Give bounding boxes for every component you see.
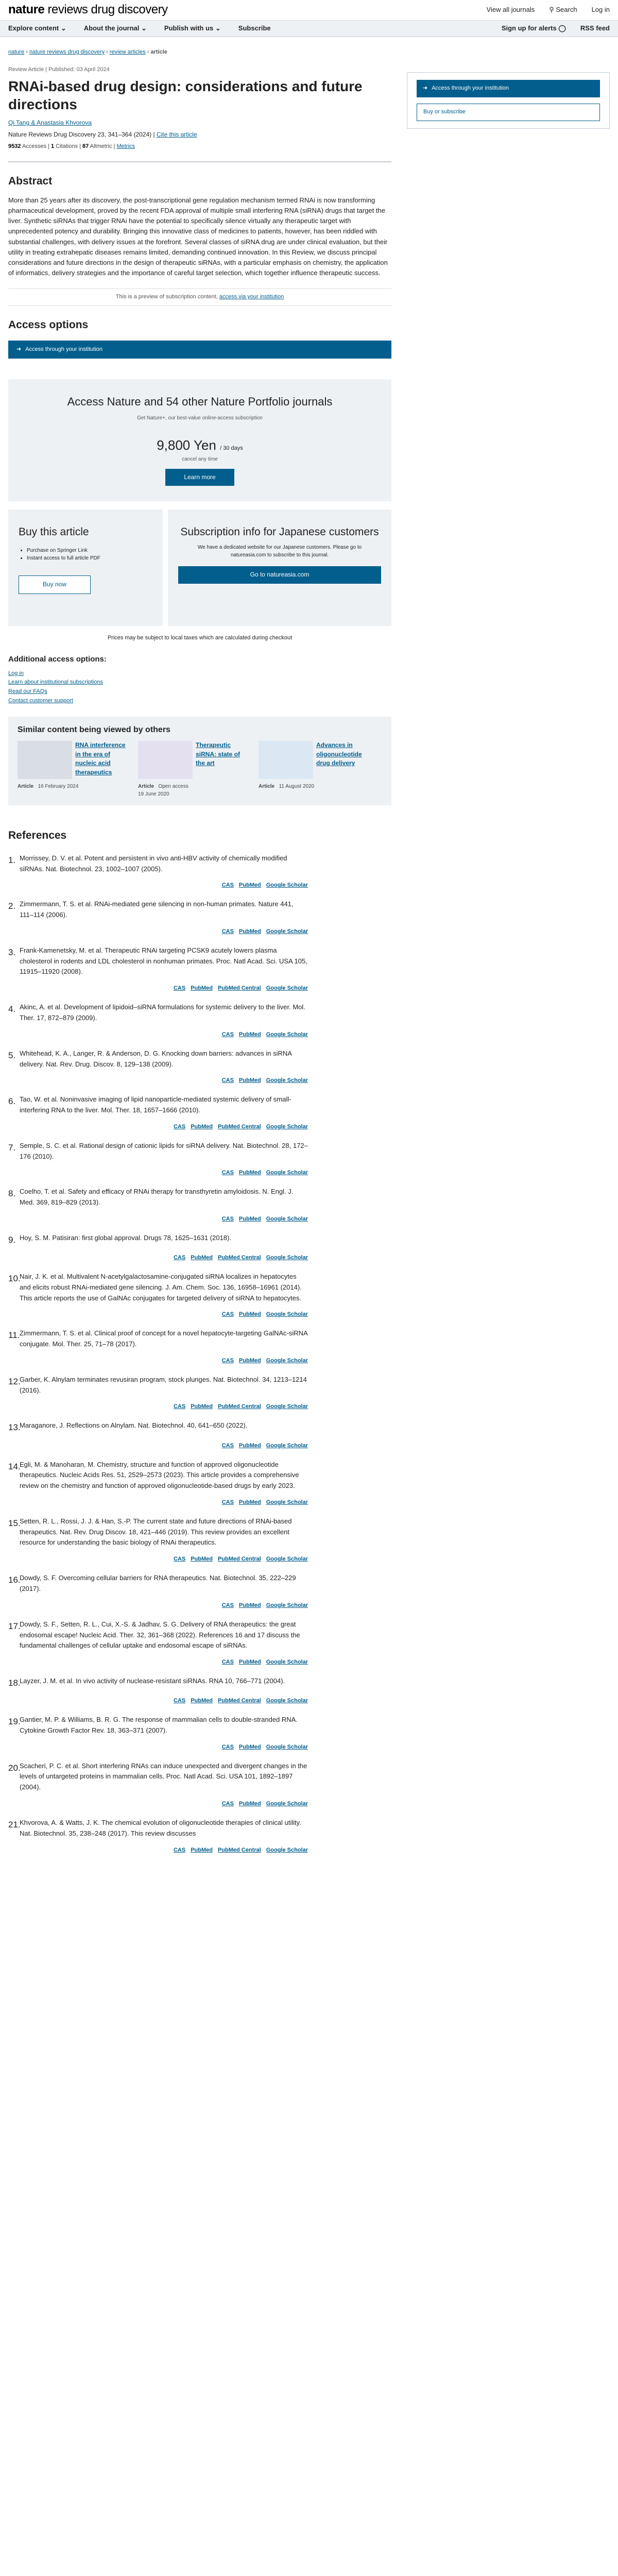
reference-item [8, 1375, 391, 1412]
bell-icon: ◯ [558, 24, 566, 32]
scholar-link[interactable]: Google Scholar [266, 1255, 308, 1261]
cas-link[interactable]: CAS [221, 1442, 234, 1449]
cas-link[interactable]: CAS [221, 1031, 234, 1038]
reference-item [8, 1516, 391, 1564]
reference-text: Hoy, S. M. Patisiran: first global approval. Drugs 78, 1625–1631 (2018). [20, 1233, 231, 1242]
reference-number: 6. [8, 1096, 16, 1107]
cas-link[interactable]: CAS [221, 1801, 234, 1807]
references-section [8, 828, 391, 1854]
reference-item [8, 1002, 391, 1039]
rss-link[interactable]: RSS feed [580, 24, 610, 32]
cas-link[interactable]: CAS [221, 1357, 234, 1364]
scholar-link[interactable]: Google Scholar [266, 1743, 308, 1750]
reference-text: Egli, M. & Manoharan, M. Chemistry, structure and function of approved oligonucleotide therapeutics. Nucleic Acids Res. 51, 2529–2573 (2023). This article provides a comprehensive review on the chemistry and function of approved oligonucleotide-based drugs by early 2023. [20, 1460, 299, 1490]
cas-link[interactable]: CAS [173, 1846, 186, 1853]
abstract-text: More than 25 years after its discovery, the post-transcriptional gene regulation mechanism termed RNAi is now transforming pharmaceutical development, proved by the recent FDA approval of multiple small interfering RNA (siRNA) drugs that target the liver. Synthetic siRNAs that trigger RNAi have the potential to specifically silence virtually any therapeutic target with unprecedented potency and durability. Bringing this innovative class of medicines to patients, however, has been riddled with substantial challenges, with delivery issues at the forefront. Several classes of siRNA drug are under clinical evaluation, but their utility in treating extrahepatic diseases remains limited, demanding continued innovation. In this Review, we discuss principal considerations and future directions in the design of therapeutic siRNAs, with a particular emphasis on chemistry, the application of informatics, delivery strategies and the importance of careful target selection, which together influence therapeutic success. [8, 196, 388, 277]
cas-link[interactable]: CAS [173, 985, 186, 992]
pubmed-link[interactable]: PubMed [191, 985, 213, 992]
customer-support-link[interactable]: Contact customer support [8, 697, 73, 704]
reference-number: 9. [8, 1234, 16, 1245]
reference-number: 17. [8, 1621, 21, 1631]
view-all-journals-link[interactable]: View all journals [486, 6, 535, 14]
additional-access-heading: Additional access options: [8, 655, 107, 664]
similar-card[interactable]: Advances in oligonucleotide drug delivery Article 11 August 2020 [259, 741, 362, 790]
pubmed-link[interactable]: PubMed [238, 1659, 261, 1666]
pubmed-link[interactable]: PubMed [191, 1556, 213, 1563]
pubmed-link[interactable]: PubMed [238, 1801, 261, 1807]
reference-text: Khvorova, A. & Watts, J. K. The chemical evolution of oligonucleotide therapies of clinical utility. Nat. Biotechnol. 35, 238–248 (2017). This review discusses [20, 1819, 301, 1837]
institution-access-link[interactable]: access via your institution [219, 294, 284, 300]
similar-content: Similar content being viewed by others RNA interference in the era of nucleic acid therapeutics Article 16 February 2024 Therapeutic siRNA: state of the art Article Open access 19 June 2020 Advances in oligonucleotide drug delivery Article 11 August 2020 [8, 717, 391, 805]
buy-article-card: Buy this article • Purchase on Springer Link • Instant access to full article PDF Buy now [8, 510, 163, 626]
authors[interactable]: Qi Tang & Anastasia Khvorova [8, 118, 92, 126]
reference-number: 2. [8, 901, 16, 911]
alerts-link[interactable]: Sign up for alerts ◯ [501, 24, 566, 32]
cas-link[interactable]: CAS [221, 1499, 234, 1505]
reference-item [8, 1094, 391, 1131]
pmc-link[interactable]: PubMed Central [217, 1255, 261, 1261]
top-bar [0, 0, 618, 21]
reference-number: 4. [8, 1004, 16, 1014]
reference-text: Tao, W. et al. Noninvasive imaging of lipid nanoparticle-mediated systemic delivery of small-interfering RNA to the liver. Mol. Ther. 18, 1657–1666 (2010). [20, 1095, 291, 1114]
reference-item [8, 1818, 391, 1855]
scholar-link[interactable]: Google Scholar [266, 1031, 308, 1038]
pubmed-link[interactable]: PubMed [191, 1698, 213, 1704]
reference-number: 20. [8, 1762, 21, 1773]
sidebar-access-box [407, 72, 610, 129]
cas-link[interactable]: CAS [221, 1077, 234, 1084]
scholar-link[interactable]: Google Scholar [266, 1846, 308, 1853]
reference-item [8, 1761, 391, 1808]
cas-link[interactable]: CAS [221, 1659, 234, 1666]
breadcrumb-item[interactable]: review articles [109, 49, 146, 55]
pubmed-link[interactable]: PubMed [191, 1846, 213, 1853]
sidebar-buy-button[interactable]: Buy or subscribe [417, 104, 600, 121]
metrics-link[interactable]: Metrics [116, 143, 135, 149]
abstract-heading: Abstract [8, 175, 53, 187]
cas-link[interactable]: CAS [173, 1255, 186, 1261]
scholar-link[interactable]: Google Scholar [266, 1170, 308, 1176]
reference-item [8, 1715, 391, 1752]
learn-more-button[interactable]: Learn more [165, 469, 234, 486]
cas-link[interactable]: CAS [221, 1311, 234, 1318]
chevron-down-icon: ⌄ [215, 24, 221, 32]
pubmed-link[interactable]: PubMed [191, 1123, 213, 1130]
cas-link[interactable]: CAS [173, 1403, 186, 1410]
article-meta: Review Article | Published: 03 April 2024 [8, 66, 110, 73]
pubmed-link[interactable]: PubMed [238, 1077, 261, 1084]
article-thumbnail [18, 741, 72, 779]
natureasia-button[interactable]: Go to natureasia.com [178, 566, 381, 583]
cas-link[interactable]: CAS [173, 1556, 186, 1563]
breadcrumb-item[interactable]: nature [8, 49, 25, 55]
scholar-link[interactable]: Google Scholar [266, 1403, 308, 1410]
references-heading: References [8, 829, 67, 842]
reference-text: Dowdy, S. F. Overcoming cellular barriers for RNA therapeutics. Nat. Biotechnol. 35, 222–229 (2017). [20, 1574, 296, 1592]
nav-subscribe[interactable]: Subscribe [238, 24, 271, 32]
pubmed-link[interactable]: PubMed [238, 1499, 261, 1505]
breadcrumb-current: article [150, 49, 167, 55]
reference-text: Gantier, M. P. & Williams, B. R. G. The response of mammalian cells to double-stranded RNA. Cytokine Growth Factor Rev. 18, 363–371 (2007). [20, 1716, 298, 1734]
tax-note: Prices may be subject to local taxes which are calculated during checkout [107, 635, 293, 641]
journal-line: Nature Reviews Drug Discovery 23, 341–364 (2024) | Cite this article [8, 131, 197, 139]
scholar-link[interactable]: Google Scholar [266, 882, 308, 889]
main-nav [0, 21, 618, 37]
scholar-link[interactable]: Google Scholar [266, 1442, 308, 1449]
reference-item [8, 1187, 391, 1224]
pubmed-link[interactable]: PubMed [191, 1403, 213, 1410]
reference-number: 18. [8, 1678, 21, 1688]
pubmed-link[interactable]: PubMed [238, 928, 261, 935]
reference-text: Setten, R. L., Rossi, J. J. & Han, S.-P. The current state and future directions of RNAi-based therapeutics. Nat. Rev. Drug Discov. 18, 421–446 (2019). This review provides an excellent resource for understanding the basic biology of RNAi therapeutics. [20, 1517, 292, 1547]
reference-number: 8. [8, 1189, 16, 1199]
login-icon: ➜ [16, 346, 22, 352]
reference-item [8, 1328, 391, 1365]
reference-text: Frank-Kamenetsky, M. et al. Therapeutic RNAi targeting PCSK9 acutely lowers plasma cholesterol in rodents and LDL cholesterol in nonhuman primates. Proc. Natl Acad. Sci. USA 105, 11915–11920 (2008). [20, 946, 307, 976]
chevron-down-icon: ⌄ [141, 24, 147, 32]
reference-text: Morrissey, D. V. et al. Potent and persistent in vivo anti-HBV activity of chemically modified siRNAs. Nat. Biotechnol. 23, 1002–1007 (2005). [20, 854, 287, 873]
access-institution-button[interactable]: ➜ Access through your institution [8, 341, 391, 359]
access-heading: Access options [8, 319, 89, 331]
reference-number: 10. [8, 1274, 21, 1283]
scholar-link[interactable]: Google Scholar [266, 1077, 308, 1084]
scholar-link[interactable]: Google Scholar [266, 1357, 308, 1364]
reference-item [8, 1676, 391, 1705]
reference-item [8, 853, 391, 890]
article-thumbnail [259, 741, 313, 779]
nav-about[interactable]: About the journal ⌄ [83, 24, 147, 32]
pubmed-link[interactable]: PubMed [238, 1215, 261, 1222]
reference-text: Nair, J. K. et al. Multivalent N-acetylgalactosamine-conjugated siRNA localizes in hepatocytes and elicits robust RNAi-mediated gene silencing. J. Am. Chem. Soc. 136, 16958–16961 (2014). This article reports the use of GalNAc conjugates for targeted delivery of siRNA to hepatocytes. [20, 1273, 302, 1302]
reference-number: 12. [8, 1376, 21, 1386]
reference-number: 15. [8, 1518, 21, 1528]
price: 9,800 Yen / 30 days [157, 437, 243, 453]
login-link[interactable]: Log in [591, 6, 610, 14]
scholar-link[interactable]: Google Scholar [266, 1123, 308, 1130]
sidebar-access-button[interactable]: ➜ Access through your institution [417, 80, 600, 97]
scholar-link[interactable]: Google Scholar [266, 1801, 308, 1807]
cas-link[interactable]: CAS [173, 1698, 186, 1704]
article-metrics: 9532 Accesses | 1 Citations | 87 Altmetric | Metrics [8, 143, 135, 149]
pmc-link[interactable]: PubMed Central [217, 1698, 261, 1704]
additional-login-link[interactable]: Log in [8, 670, 24, 676]
scholar-link[interactable]: Google Scholar [266, 1602, 308, 1608]
article-thumbnail [138, 741, 193, 779]
reference-item [8, 1141, 391, 1178]
pubmed-link[interactable]: PubMed [238, 1602, 261, 1608]
reference-number: 5. [8, 1050, 16, 1060]
reference-item [8, 1048, 391, 1086]
institutional-subscriptions-link[interactable]: Learn about institutional subscriptions [8, 679, 104, 686]
reference-number: 19. [8, 1717, 21, 1727]
breadcrumb: nature › nature reviews drug discovery › review articles › article [8, 49, 167, 55]
subscription-info-card: Subscription info for Japanese customers We have a dedicated website for our Japanese customers. Please go to natureasia.com to subscribe to this journal. Go to natureasia.com [168, 510, 391, 626]
reference-text: Scacheri, P. C. et al. Short interfering RNAs can induce unexpected and divergent changes in the levels of untargeted proteins in mammalian cells. Proc. Natl Acad. Sci. USA 101, 1892–1897 (2004). [20, 1761, 307, 1791]
reference-number: 1. [8, 855, 16, 865]
subscription-box: Access Nature and 54 other Nature Portfolio journals Get Nature+, our best-value online-access subscription 9,800 Yen / 30 days cancel any time Learn more [8, 379, 391, 501]
reference-item [8, 1420, 391, 1450]
breadcrumb-item[interactable]: nature reviews drug discovery [29, 49, 105, 55]
reference-number: 11. [8, 1330, 20, 1341]
journal-logo[interactable]: nature reviews drug discovery [8, 3, 168, 17]
pmc-link[interactable]: PubMed Central [217, 985, 261, 992]
pubmed-link[interactable]: PubMed [238, 1311, 261, 1318]
reference-number: 3. [8, 947, 16, 957]
reference-text: Zimmermann, T. S. et al. Clinical proof of concept for a novel hepatocyte-targeting GalNAc-siRNA conjugate. Mol. Ther. 25, 71–78 (2017). [20, 1329, 308, 1348]
scholar-link[interactable]: Google Scholar [266, 1311, 308, 1318]
pmc-link[interactable]: PubMed Central [217, 1556, 261, 1563]
reference-number: 7. [8, 1142, 16, 1153]
login-icon: ➜ [423, 84, 428, 91]
scholar-link[interactable]: Google Scholar [266, 1659, 308, 1666]
pubmed-link[interactable]: PubMed [238, 882, 261, 889]
pubmed-link[interactable]: PubMed [238, 1031, 261, 1038]
scholar-link[interactable]: Google Scholar [266, 1499, 308, 1505]
reference-item [8, 899, 391, 936]
scholar-link[interactable]: Google Scholar [266, 1215, 308, 1222]
cas-link[interactable]: CAS [221, 1215, 234, 1222]
buy-now-button[interactable]: Buy now [19, 575, 91, 594]
reference-item [8, 1573, 391, 1610]
nav-publish[interactable]: Publish with us ⌄ [164, 24, 221, 32]
reference-number: 16. [8, 1575, 21, 1585]
reference-text: Layzer, J. M. et al. In vivo activity of nuclease-resistant siRNAs. RNA 10, 766–771 (2004). [20, 1677, 285, 1685]
reference-number: 21. [8, 1820, 21, 1830]
reference-text: Maraganore, J. Reflections on Alnylam. Nat. Biotechnol. 40, 641–650 (2022). [20, 1421, 248, 1430]
pubmed-link[interactable]: PubMed [238, 1442, 261, 1449]
reference-item [8, 1619, 391, 1667]
search-button[interactable]: ⚲ Search [549, 6, 577, 14]
cas-link[interactable]: CAS [221, 928, 234, 935]
reference-text: Akinc, A. et al. Development of lipidoid–siRNA formulations for systemic delivery to the liver. Mol. Ther. 17, 872–879 (2009). [20, 1003, 305, 1022]
pubmed-link[interactable]: PubMed [238, 1357, 261, 1364]
reference-text: Whitehead, K. A., Langer, R. & Anderson, D. G. Knocking down barriers: advances in siRNA delivery. Nat. Rev. Drug. Discov. 8, 129–138 (2009). [20, 1049, 292, 1068]
similar-card[interactable]: Therapeutic siRNA: state of the art Article Open access 19 June 2020 [138, 741, 241, 797]
preview-notice: This is a preview of subscription content, access via your institution [8, 289, 391, 306]
reference-text: Garber, K. Alnylam terminates revusiran program, stock plunges. Nat. Biotechnol. 34, 1213–1214 (2016). [20, 1375, 307, 1394]
search-icon: ⚲ [549, 6, 554, 14]
pubmed-link[interactable]: PubMed [238, 1170, 261, 1176]
scholar-link[interactable]: Google Scholar [266, 1698, 308, 1704]
reference-text: Zimmermann, T. S. et al. RNAi-mediated gene silencing in non-human primates. Nature 441, 111–114 (2006). [20, 900, 294, 919]
reference-item [8, 945, 391, 993]
reference-item [8, 1272, 391, 1319]
pubmed-link[interactable]: PubMed [191, 1255, 213, 1261]
nav-explore[interactable]: Explore content ⌄ [8, 24, 66, 32]
pmc-link[interactable]: PubMed Central [217, 1123, 261, 1130]
cas-link[interactable]: CAS [221, 1170, 234, 1176]
scholar-link[interactable]: Google Scholar [266, 1556, 308, 1563]
reference-item [8, 1460, 391, 1507]
reference-text: Coelho, T. et al. Safety and efficacy of RNAi therapy for transthyretin amyloidosis. N. Engl. J. Med. 369, 819–829 (2013). [20, 1188, 294, 1207]
reference-text: Semple, S. C. et al. Rational design of cationic lipids for siRNA delivery. Nat. Biotechnol. 28, 172–176 (2010). [20, 1141, 308, 1160]
reference-number: 14. [8, 1461, 21, 1471]
cite-link[interactable]: Cite this article [156, 131, 197, 139]
chevron-down-icon: ⌄ [60, 24, 66, 32]
cas-link[interactable]: CAS [221, 1602, 234, 1608]
scholar-link[interactable]: Google Scholar [266, 985, 308, 992]
cas-link[interactable]: CAS [221, 1743, 234, 1750]
pubmed-link[interactable]: PubMed [238, 1743, 261, 1750]
reference-item [8, 1233, 391, 1262]
article-title: RNAi-based drug design: considerations and future directions [8, 78, 363, 112]
pmc-link[interactable]: PubMed Central [217, 1846, 261, 1853]
reference-text: Dowdy, S. F., Setten, R. L., Cui, X.-S. & Jadhav, S. G. Delivery of RNA therapeutics: the great endosomal escape! Nucleic Acid. Ther. 32, 361–368 (2022). References 16 and 17 discuss the fundamental challenges of cellular uptake and endosomal escape of siRNAs. [20, 1620, 300, 1650]
reference-number: 13. [8, 1422, 21, 1433]
scholar-link[interactable]: Google Scholar [266, 928, 308, 935]
cas-link[interactable]: CAS [221, 882, 234, 889]
pmc-link[interactable]: PubMed Central [217, 1403, 261, 1410]
similar-card[interactable]: RNA interference in the era of nucleic acid therapeutics Article 16 February 2024 [18, 741, 126, 790]
cas-link[interactable]: CAS [173, 1123, 186, 1130]
faqs-link[interactable]: Read our FAQs [8, 688, 47, 695]
